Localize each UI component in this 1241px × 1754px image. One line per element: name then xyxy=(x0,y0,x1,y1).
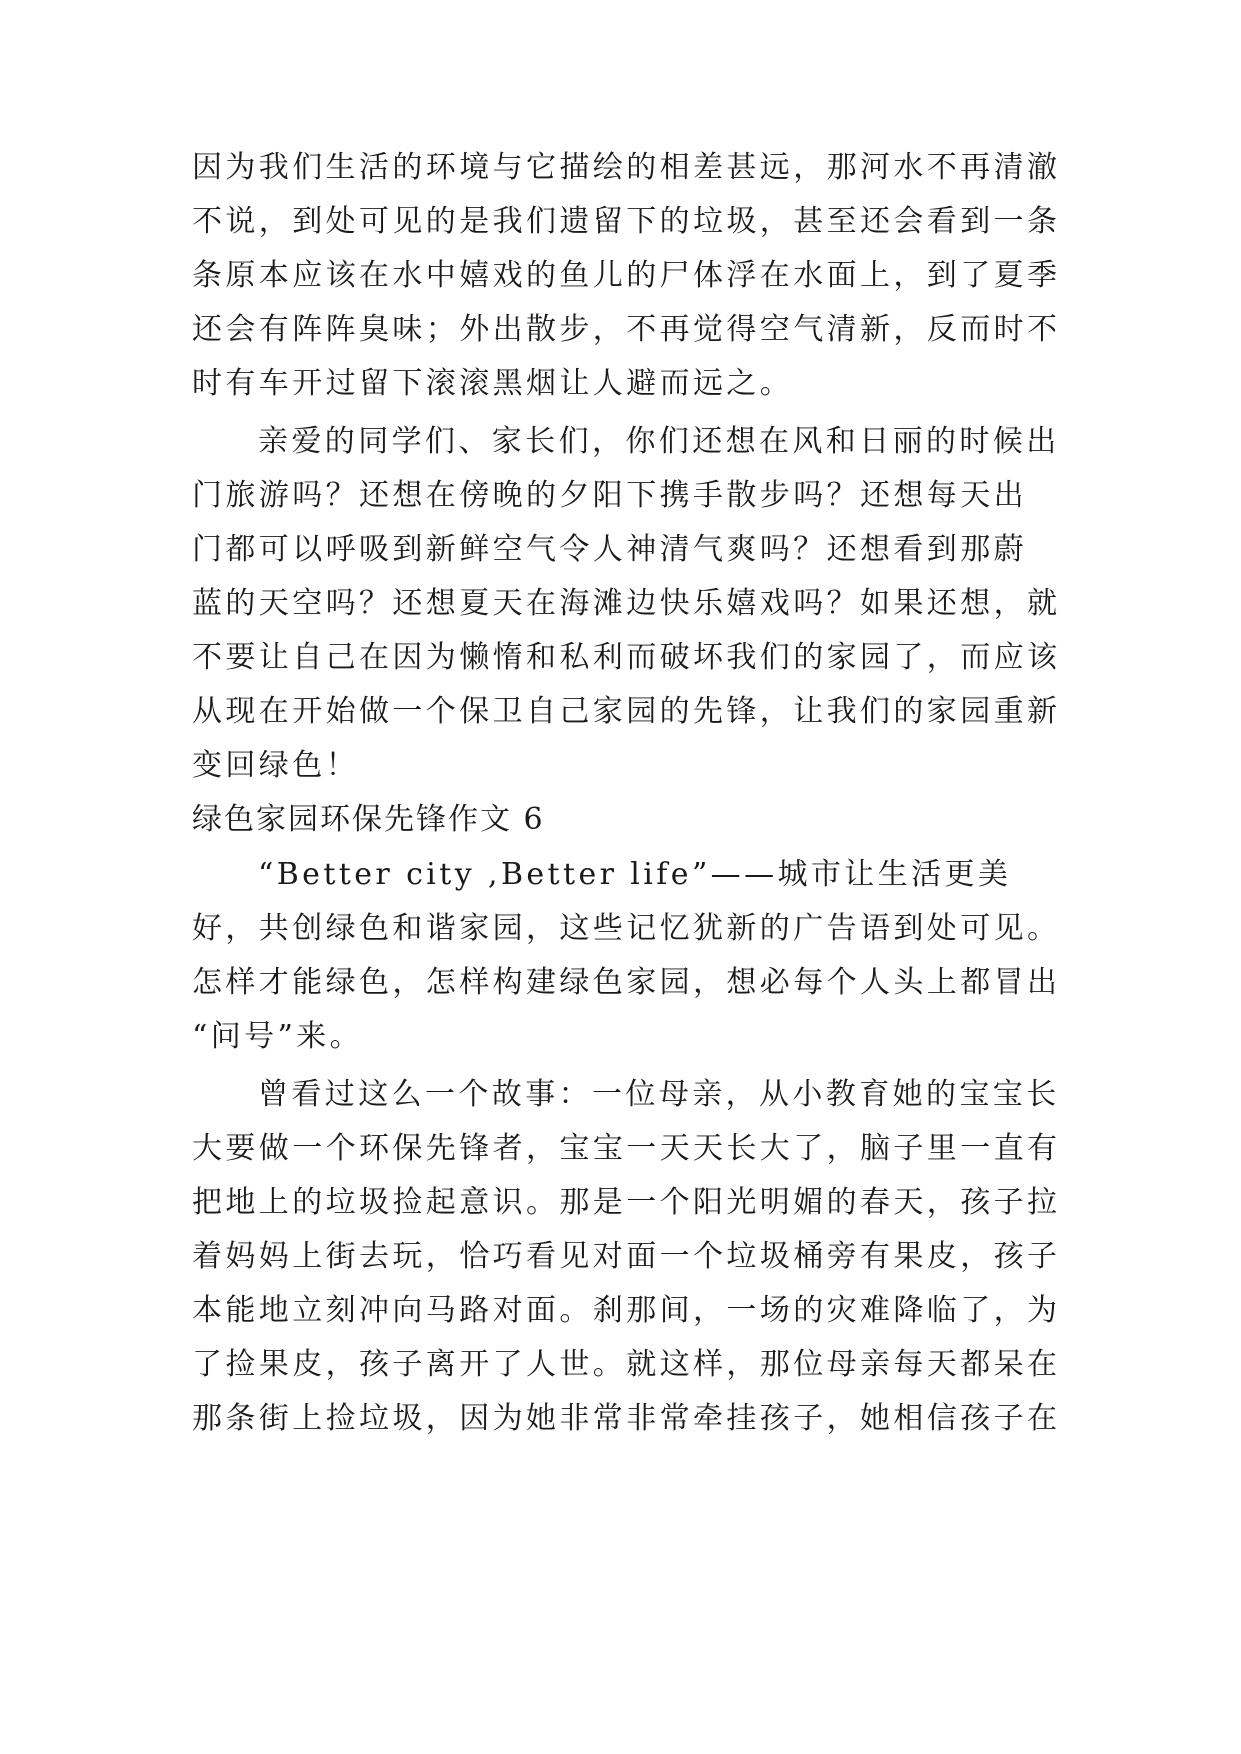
text-line: 着妈妈上街去玩，恰巧看见对面一个垃圾桶旁有果皮，孩子 xyxy=(192,1239,1061,1274)
text-line: 大要做一个环保先锋者，宝宝一天天长大了，脑子里一直有 xyxy=(192,1131,1061,1166)
text-line: 了捡果皮，孩子离开了人世。就这样，那位母亲每天都呆在 xyxy=(192,1347,1061,1382)
section-heading: 绿色家园环保先锋作文 6 xyxy=(192,802,545,837)
text-line: 曾看过这么一个故事：一位母亲，从小教育她的宝宝长 xyxy=(258,1077,1060,1112)
text-line: 因为我们生活的环境与它描绘的相差甚远，那河水不再清澈 xyxy=(192,150,1061,185)
text-line: 条原本应该在水中嬉戏的鱼儿的尸体浮在水面上，到了夏季 xyxy=(192,258,1061,293)
text-line: “Better city ,Better life”——城市让生活更美 xyxy=(258,857,1012,892)
text-line: 蓝的天空吗？还想夏天在海滩边快乐嬉戏吗？如果还想，就 xyxy=(192,586,1061,621)
text-line: 好，共创绿色和谐家园，这些记忆犹新的广告语到处可见。 xyxy=(192,911,1061,946)
text-line: 变回绿色！ xyxy=(192,748,359,783)
text-line: 还会有阵阵臭味；外出散步，不再觉得空气清新，反而时不 xyxy=(192,312,1061,347)
text-line: 那条街上捡垃圾，因为她非常非常牵挂孩子，她相信孩子在 xyxy=(192,1401,1061,1436)
text-line: 本能地立刻冲向马路对面。刹那间，一场的灾难降临了，为 xyxy=(192,1293,1061,1328)
text-line: 不要让自己在因为懒惰和私利而破坏我们的家园了，而应该 xyxy=(192,640,1061,675)
text-line: 怎样才能绿色，怎样构建绿色家园，想必每个人头上都冒出 xyxy=(192,965,1061,1000)
text-line: 不说，到处可见的是我们遗留下的垃圾，甚至还会看到一条 xyxy=(192,204,1061,239)
text-line: 门旅游吗？还想在傍晚的夕阳下携手散步吗？还想每天出 xyxy=(192,478,1027,513)
text-line: 时有车开过留下滚滚黑烟让人避而远之。 xyxy=(192,366,794,401)
text-line: 亲爱的同学们、家长们，你们还想在风和日丽的时候出 xyxy=(258,424,1060,459)
text-line: 把地上的垃圾捡起意识。那是一个阳光明媚的春天，孩子拉 xyxy=(192,1185,1061,1220)
text-line: 门都可以呼吸到新鲜空气令人神清气爽吗？还想看到那蔚 xyxy=(192,532,1027,567)
text-line: “问号”来。 xyxy=(192,1019,364,1054)
text-line: 从现在开始做一个保卫自己家园的先锋，让我们的家园重新 xyxy=(192,694,1061,729)
